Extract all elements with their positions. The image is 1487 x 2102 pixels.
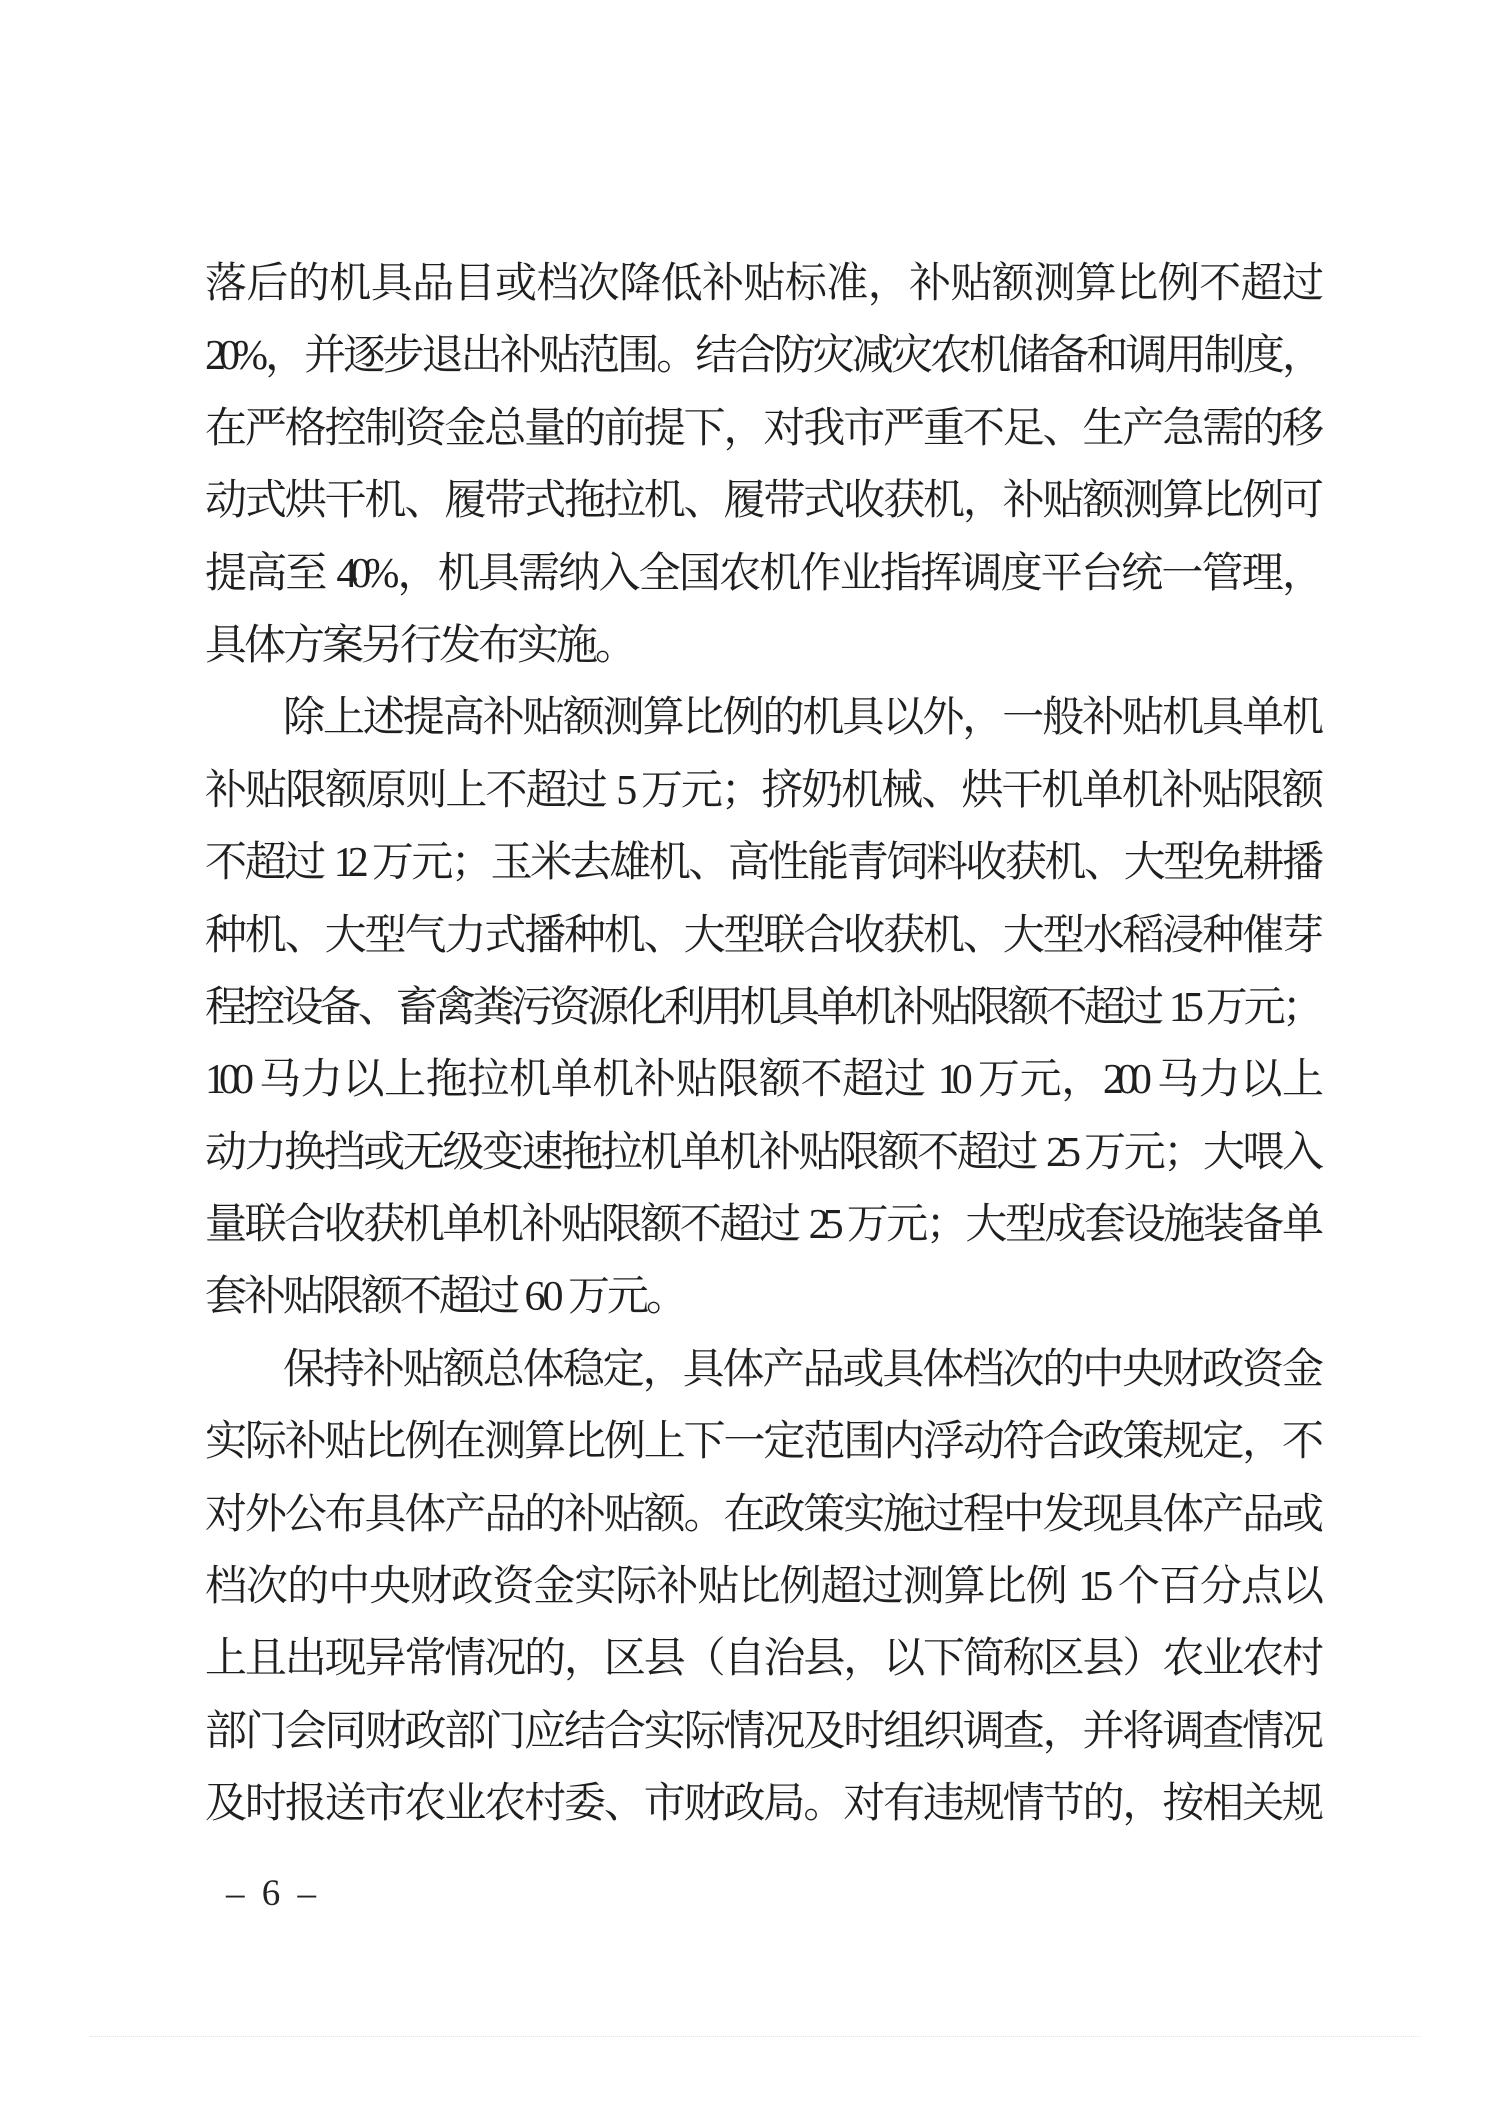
text-line: 20%，并逐步退出补贴范围。结合防灾减灾农机储备和调用制度， [205,333,1317,380]
text-line: 部门会同财政部门应结合实际情况及时组织调查，并将调查情况 [205,1708,1317,1755]
text-line: 程控设备、畜禽粪污资源化利用机具单机补贴限额不超过 15 万元； [205,984,1317,1031]
text-line: 提高至 40%，机具需纳入全国农机作业指挥调度平台统一管理， [205,550,1317,597]
text-line: 100 马力以上拖拉机单机补贴限额不超过 10 万元，200 马力以上 [205,1057,1317,1104]
body-text [205,248,1317,1841]
text-line: 上且出现异常情况的，区县（自治县，以下简称区县）农业农村 [205,1636,1317,1683]
text-line paragraph-start: 除上述提高补贴额测算比例的机具以外，一般补贴机具单机 [283,695,1317,742]
text-line: 动式烘干机、履带式拖拉机、履带式收获机，补贴额测算比例可 [205,478,1317,525]
text-line: 种机、大型气力式播种机、大型联合收获机、大型水稻浸种催芽 [205,912,1317,959]
page-number: – 6 – [226,1873,320,1914]
text-line: 具体方案另行发布实施。 [205,622,635,669]
text-line: 实际补贴比例在测算比例上下一定范围内浮动符合政策规定，不 [205,1419,1317,1466]
text-line: 量联合收获机单机补贴限额不超过 25 万元；大型成套设施装备单 [205,1202,1317,1249]
text-line: 补贴限额原则上不超过 5 万元；挤奶机械、烘干机单机补贴限额 [205,767,1317,814]
text-line: 套补贴限额不超过 60 万元。 [205,1274,686,1321]
text-line: 在严格控制资金总量的前提下，对我市严重不足、生产急需的移 [205,405,1317,452]
text-line: 档次的中央财政资金实际补贴比例超过测算比例 15 个百分点以 [205,1564,1317,1611]
text-line paragraph-start: 保持补贴额总体稳定，具体产品或具体档次的中央财政资金 [283,1346,1317,1393]
text-line: 落后的机具品目或档次降低补贴标准，补贴额测算比例不超过 [205,261,1317,307]
text-line: 及时报送市农业农村委、市财政局。对有违规情节的，按相关规 [205,1781,1317,1828]
text-line: 对外公布具体产品的补贴额。在政策实施过程中发现具体产品或 [205,1491,1317,1538]
text-line: 不超过 12 万元；玉米去雄机、高性能青饲料收获机、大型免耕播 [205,840,1317,887]
text-line: 动力换挡或无级变速拖拉机单机补贴限额不超过 25 万元；大喂入 [205,1129,1317,1176]
scan-artifact [90,2036,1420,2037]
